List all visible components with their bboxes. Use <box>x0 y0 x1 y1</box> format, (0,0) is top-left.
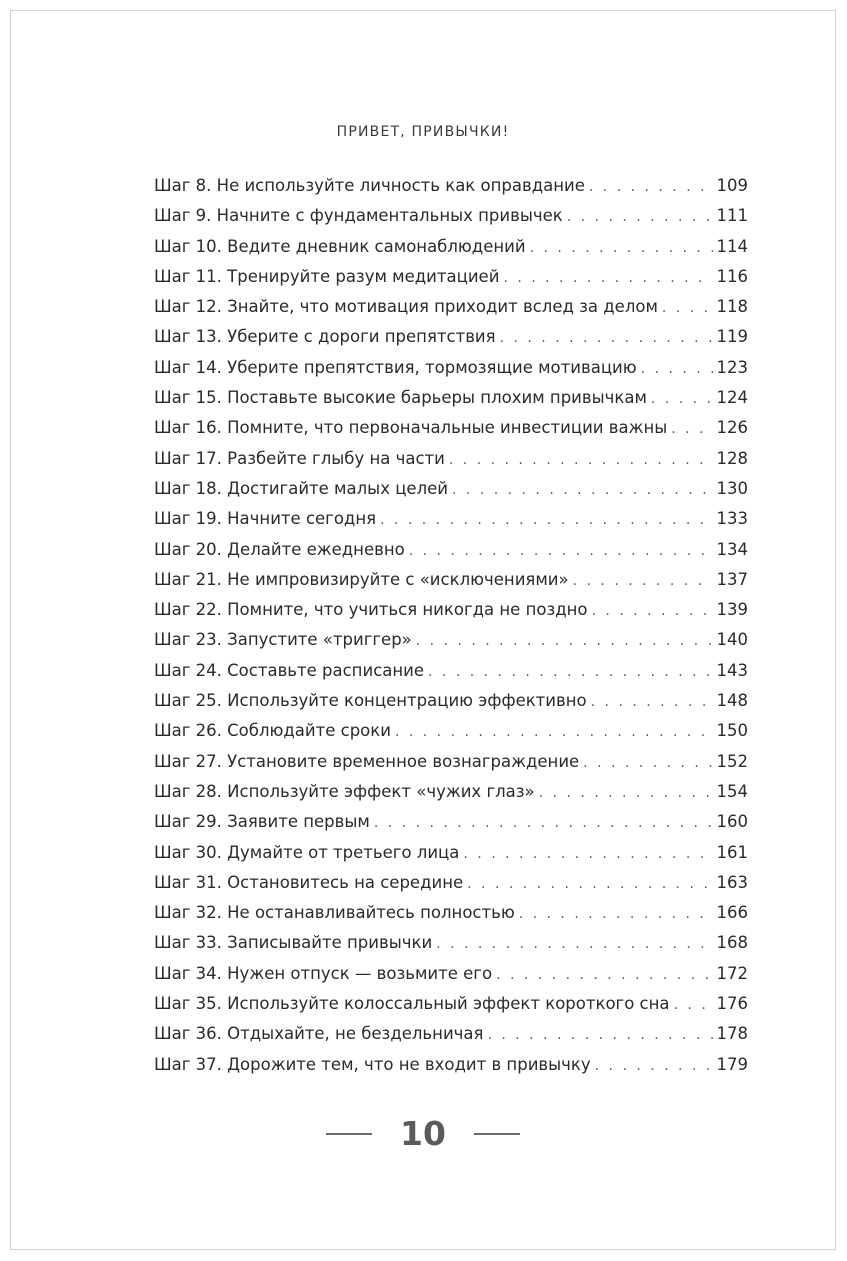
toc-entry-page: 140 <box>716 630 748 650</box>
toc-entry <box>154 1055 748 1085</box>
toc-leader-dots <box>449 452 713 468</box>
toc-entry-page: 160 <box>716 812 748 832</box>
toc-entry <box>154 661 748 691</box>
toc-leader-dots <box>503 270 712 286</box>
toc-entry-page: 163 <box>716 872 748 892</box>
toc-entry-title: Шаг 31. Остановитесь на середине <box>154 872 464 892</box>
toc-entry-page: 114 <box>716 236 748 256</box>
toc-entry-page: 176 <box>716 994 748 1014</box>
toc-entry-page: 152 <box>716 751 748 771</box>
toc-entry-page: 128 <box>716 448 748 468</box>
toc-leader-dots <box>395 724 713 740</box>
toc-leader-dots <box>519 906 713 922</box>
toc-entry <box>154 1024 748 1054</box>
book-page <box>10 10 836 1250</box>
toc-entry <box>154 237 748 267</box>
toc-entry <box>154 630 748 660</box>
toc-entry-title: Шаг 22. Помните, что учиться никогда не поздно <box>154 600 588 620</box>
toc-entry-title: Шаг 13. Уберите с дороги препятствия <box>154 327 496 347</box>
toc-leader-dots <box>452 482 712 498</box>
folio-rule-left <box>326 1133 372 1135</box>
toc-entry <box>154 327 748 357</box>
toc-leader-dots <box>591 694 713 710</box>
toc-entry <box>154 752 748 782</box>
toc-entry <box>154 418 748 448</box>
folio-rule-right <box>474 1133 520 1135</box>
toc-entry <box>154 509 748 539</box>
toc-entry-title: Шаг 8. Не используйте личность как оправдание <box>154 176 585 195</box>
toc-entry-title: Шаг 9. Начните с фундаментальных привычек <box>154 206 563 226</box>
toc-entry-page: 124 <box>716 388 748 408</box>
toc-entry <box>154 964 748 994</box>
running-title: ПРИВЕТ, ПРИВЫЧКИ! <box>336 124 510 140</box>
toc-entry <box>154 540 748 570</box>
toc-entry-page: 109 <box>716 176 748 195</box>
toc-leader-dots <box>409 543 713 559</box>
toc-entry-page: 119 <box>716 327 748 347</box>
toc-entry-title: Шаг 10. Ведите дневник самонаблюдений <box>154 236 526 256</box>
toc-leader-dots <box>595 1058 713 1074</box>
toc-leader-dots <box>487 1027 712 1043</box>
toc-entry <box>154 267 748 297</box>
toc-entry <box>154 721 748 751</box>
toc-entry <box>154 994 748 1024</box>
toc-entry-title: Шаг 30. Думайте от третьего лица <box>154 842 460 862</box>
toc-leader-dots <box>530 240 713 256</box>
table-of-contents <box>154 176 748 1085</box>
toc-entry-page: 134 <box>716 539 748 559</box>
toc-entry <box>154 176 748 206</box>
toc-entry-title: Шаг 11. Тренируйте разум медитацией <box>154 266 500 286</box>
toc-entry-title: Шаг 19. Начните сегодня <box>154 509 377 529</box>
toc-entry-title: Шаг 28. Используйте эффект «чужих глаз» <box>154 781 535 801</box>
toc-entry-title: Шаг 36. Отдыхайте, не бездельничая <box>154 1024 484 1044</box>
toc-entry-page: 154 <box>716 781 748 801</box>
toc-entry <box>154 479 748 509</box>
toc-leader-dots <box>641 361 713 377</box>
toc-entry <box>154 873 748 903</box>
toc-leader-dots <box>583 755 712 771</box>
toc-entry-page: 123 <box>716 357 748 377</box>
toc-leader-dots <box>380 512 712 528</box>
toc-leader-dots <box>539 785 713 801</box>
toc-entry-title: Шаг 16. Помните, что первоначальные инвестиции важны <box>154 418 668 438</box>
toc-entry-page: 150 <box>716 721 748 741</box>
toc-entry-title: Шаг 24. Составьте расписание <box>154 660 425 680</box>
toc-entry-page: 133 <box>716 509 748 529</box>
toc-entry-page: 178 <box>716 1024 748 1044</box>
toc-leader-dots <box>416 633 713 649</box>
toc-leader-dots <box>500 330 713 346</box>
toc-entry-title: Шаг 35. Используйте колоссальный эффект короткого сна <box>154 994 670 1014</box>
toc-entry-title: Шаг 34. Нужен отпуск — возьмите его <box>154 963 493 983</box>
toc-entry-page: 143 <box>716 660 748 680</box>
toc-leader-dots <box>674 997 713 1013</box>
toc-entry-title: Шаг 23. Запустите «триггер» <box>154 630 412 650</box>
toc-leader-dots <box>651 391 713 407</box>
toc-entry-title: Шаг 12. Знайте, что мотивация приходит вслед за делом <box>154 297 658 317</box>
toc-entry-page: 161 <box>716 842 748 862</box>
toc-entry-title: Шаг 17. Разбейте глыбу на части <box>154 448 445 468</box>
toc-leader-dots <box>589 179 713 195</box>
toc-leader-dots <box>567 209 713 225</box>
toc-leader-dots <box>467 876 712 892</box>
toc-entry-title: Шаг 21. Не импровизируйте с «исключениями» <box>154 569 569 589</box>
toc-entry <box>154 812 748 842</box>
toc-entry-page: 179 <box>716 1054 748 1074</box>
toc-entry-title: Шаг 18. Достигайте малых целей <box>154 478 449 498</box>
toc-entry-page: 116 <box>716 266 748 286</box>
page-number: 10 <box>400 1114 446 1153</box>
toc-entry-title: Шаг 26. Соблюдайте сроки <box>154 721 391 741</box>
toc-entry-title: Шаг 33. Записывайте привычки <box>154 933 433 953</box>
toc-entry-title: Шаг 37. Дорожите тем, что не входит в привычку <box>154 1054 591 1074</box>
toc-entry-page: 126 <box>716 418 748 438</box>
toc-leader-dots <box>374 815 713 831</box>
toc-entry-title: Шаг 25. Используйте концентрацию эффективно <box>154 691 587 711</box>
page-folio <box>11 1114 835 1154</box>
toc-leader-dots <box>671 421 712 437</box>
toc-entry <box>154 206 748 236</box>
toc-leader-dots <box>463 846 712 862</box>
toc-entry <box>154 933 748 963</box>
toc-entry-page: 130 <box>716 478 748 498</box>
toc-entry-title: Шаг 32. Не останавливайтесь полностью <box>154 903 515 923</box>
toc-entry-title: Шаг 27. Установите временное вознаграждение <box>154 751 580 771</box>
toc-entry <box>154 600 748 630</box>
toc-entry-title: Шаг 20. Делайте ежедневно <box>154 539 405 559</box>
toc-entry <box>154 388 748 418</box>
toc-entry-page: 139 <box>716 600 748 620</box>
toc-entry-page: 118 <box>716 297 748 317</box>
toc-entry-page: 137 <box>716 569 748 589</box>
toc-entry <box>154 358 748 388</box>
toc-entry-page: 166 <box>716 903 748 923</box>
toc-entry-page: 148 <box>716 691 748 711</box>
toc-entry-title: Шаг 15. Поставьте высокие барьеры плохим привычкам <box>154 388 647 408</box>
toc-entry <box>154 297 748 327</box>
toc-entry <box>154 782 748 812</box>
toc-entry-page: 111 <box>716 206 748 226</box>
toc-entry <box>154 843 748 873</box>
toc-entry <box>154 903 748 933</box>
toc-leader-dots <box>496 967 712 983</box>
toc-entry <box>154 691 748 721</box>
toc-entry <box>154 570 748 600</box>
toc-leader-dots <box>428 664 712 680</box>
toc-entry-page: 172 <box>716 963 748 983</box>
toc-entry-page: 168 <box>716 933 748 953</box>
toc-leader-dots <box>662 300 713 316</box>
toc-entry-title: Шаг 14. Уберите препятствия, тормозящие мотивацию <box>154 357 637 377</box>
toc-leader-dots <box>573 573 713 589</box>
toc-entry <box>154 449 748 479</box>
toc-leader-dots <box>592 603 713 619</box>
toc-leader-dots <box>436 936 712 952</box>
toc-entry-title: Шаг 29. Заявите первым <box>154 812 370 832</box>
